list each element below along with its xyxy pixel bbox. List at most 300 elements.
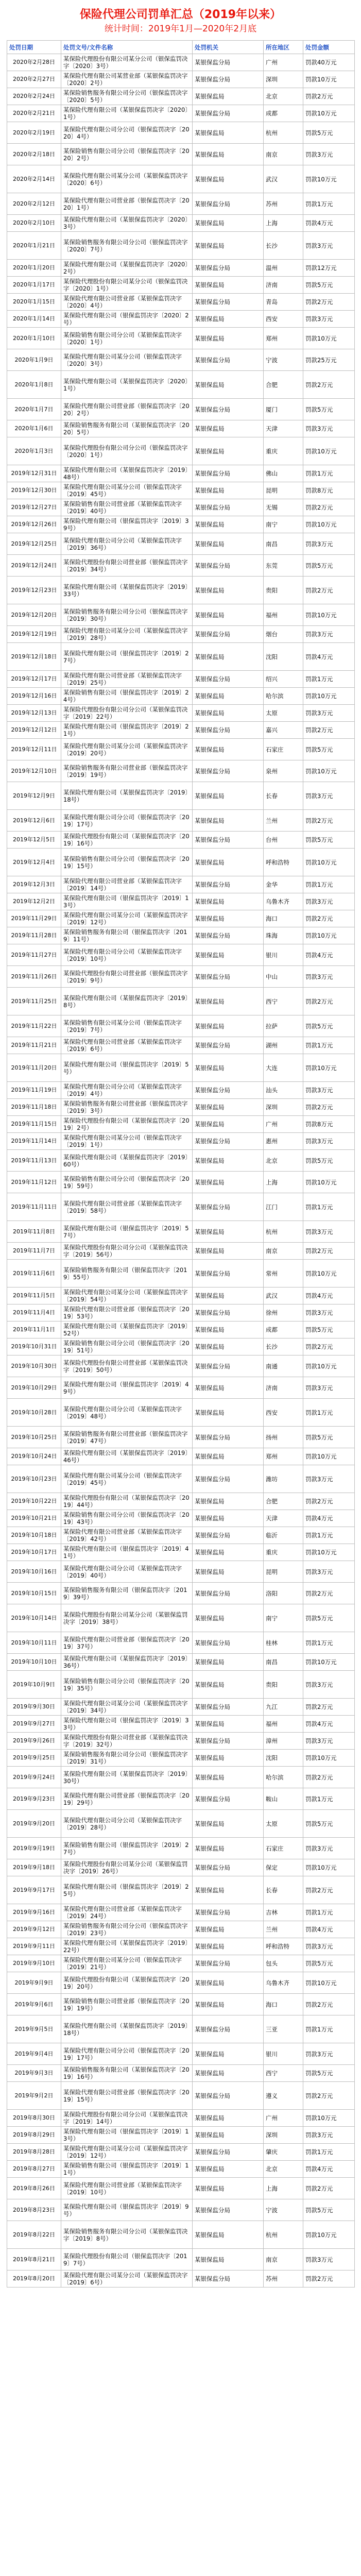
header-date: 处罚日期 [7, 41, 61, 54]
row-authority: 某银保监分局 [193, 399, 264, 420]
table-row [7, 1716, 355, 1733]
table-row [7, 1788, 355, 1810]
row-date: 2019年8月22日 [7, 2221, 61, 2249]
row-city: 乌鲁木齐 [264, 893, 303, 910]
row-fine: 罚款3万元 [303, 1082, 355, 1099]
row-date: 2019年11月20日 [7, 1054, 61, 1082]
row-date: 2019年9月6日 [7, 1994, 61, 2015]
row-authority: 某银保监分局 [193, 760, 264, 782]
row-authority: 某银保监分局 [193, 1465, 264, 1493]
row-city: 保定 [264, 1859, 303, 1876]
table-row [7, 1733, 355, 1750]
table-row [7, 643, 355, 671]
row-document: 某保险代理有限公司（银保监罚决字〔2019〕25号） [61, 1876, 193, 1904]
row-date: 2019年10月15日 [7, 1583, 61, 1604]
row-city: 宁波 [264, 2199, 303, 2221]
table-row [7, 1150, 355, 1172]
row-fine: 罚款2万元 [303, 988, 355, 1015]
row-authority: 某银保监局 [193, 739, 264, 760]
row-date: 2019年10月11日 [7, 1632, 61, 1654]
row-date: 2019年10月24日 [7, 1448, 61, 1465]
row-document: 某保险代理有限公司某分公司（某银保监罚决字〔2019〕20号） [61, 739, 193, 760]
row-city: 广州 [264, 1116, 303, 1133]
row-city: 上海 [264, 2178, 303, 2199]
row-date: 2019年11月21日 [7, 1037, 61, 1054]
row-city: 汕头 [264, 1082, 303, 1099]
row-date: 2019年10月31日 [7, 1338, 61, 1355]
row-document: 某保险销售服务有限公司营业部（银保监罚决字〔2019〕47号） [61, 1427, 193, 1448]
row-city: 遵义 [264, 2082, 303, 2110]
table-row [7, 1037, 355, 1054]
row-city: 西宁 [264, 2065, 303, 2082]
row-fine: 罚款5万元 [303, 739, 355, 760]
row-authority: 某银保监局 [193, 988, 264, 1015]
row-authority: 某银保监分局 [193, 1788, 264, 1810]
row-city: 合肥 [264, 1493, 303, 1510]
table-row [7, 1767, 355, 1788]
row-city: 南通 [264, 1355, 303, 1377]
row-city: 哈尔滨 [264, 688, 303, 705]
row-city: 东莞 [264, 555, 303, 577]
row-city: 青岛 [264, 294, 303, 311]
row-city: 长沙 [264, 1338, 303, 1355]
row-authority: 某银保监局 [193, 1604, 264, 1632]
table-row [7, 1133, 355, 1150]
row-city: 临沂 [264, 1527, 303, 1544]
table-row [7, 1938, 355, 1955]
row-authority: 某银保监分局 [193, 2270, 264, 2287]
row-document: 某保险代理有限公司（银保监罚决字〔2019〕13号） [61, 2127, 193, 2144]
table-row [7, 1904, 355, 1921]
row-document: 某保险代理有限公司分公司（某银保监罚决字〔2019〕4号） [61, 1082, 193, 1099]
row-authority: 某银保监局 [193, 371, 264, 399]
row-document: 某保险代理有限公司（银保监罚决字〔2019〕57号） [61, 1221, 193, 1243]
row-document: 某保险销售有限公司分公司（银保监罚决字〔2019〕15号） [61, 849, 193, 876]
row-document: 某保险代理有限公司某分公司（某银保监罚决字〔2019〕6号） [61, 2270, 193, 2287]
row-date: 2019年11月28日 [7, 927, 61, 944]
table-row [7, 604, 355, 626]
row-date: 2019年12月4日 [7, 849, 61, 876]
row-date: 2019年12月27日 [7, 499, 61, 516]
row-document: 某保险代理有限公司（某银保监罚决字〔2019〕8号） [61, 988, 193, 1015]
row-authority: 某银保监局 [193, 1116, 264, 1133]
table-row [7, 1527, 355, 1544]
row-document: 某保险代理有限公司（银保监罚决字〔2020〕2号） [61, 311, 193, 328]
row-city: 南宁 [264, 516, 303, 533]
row-authority: 某银保监局 [193, 1750, 264, 1767]
row-fine: 罚款4万元 [303, 944, 355, 966]
row-city: 烟台 [264, 626, 303, 643]
table-row [7, 122, 355, 144]
row-document: 某保险代理有限公司（某银保监罚决字〔2019〕48号） [61, 465, 193, 482]
row-authority: 某银保监局 [193, 810, 264, 832]
row-city: 贵阳 [264, 577, 303, 604]
row-document: 某保险代理股份有限公司营业部（银保监罚决字〔2019〕34号） [61, 555, 193, 577]
row-date: 2020年2月12日 [7, 193, 61, 215]
row-document: 某保险销售服务有限公司分公司（银保监罚决字〔2019〕23号） [61, 1921, 193, 1938]
row-document: 某保险代理有限公司分公司（银保监罚决字〔2020〕4号） [61, 122, 193, 144]
row-fine: 罚款2万元 [303, 499, 355, 516]
row-date: 2020年1月21日 [7, 232, 61, 260]
row-city: 鞍山 [264, 1788, 303, 1810]
header-city: 所在地区 [264, 41, 303, 54]
row-city: 太原 [264, 1810, 303, 1838]
row-city: 九江 [264, 1699, 303, 1716]
table-header-row [7, 41, 355, 54]
row-city: 苏州 [264, 2270, 303, 2287]
row-fine: 罚款1万元 [303, 1037, 355, 1054]
row-city: 西宁 [264, 988, 303, 1015]
row-fine: 罚款5万元 [303, 2199, 355, 2221]
row-city: 呼和浩特 [264, 1938, 303, 1955]
document-subtitle: 统计时间：2019年1月—2020年2月底 [104, 24, 257, 34]
row-city: 嘉兴 [264, 722, 303, 739]
row-fine: 罚款3万元 [303, 705, 355, 722]
row-document: 某保险销售有限公司（银保监罚决字〔2019〕11号） [61, 2161, 193, 2178]
row-fine: 罚款5万元 [303, 1427, 355, 1448]
row-fine: 罚款5万元 [303, 277, 355, 294]
document-title: 保险代理公司罚单汇总（2019年以来） [79, 8, 282, 21]
row-authority: 某银保监局 [193, 2161, 264, 2178]
row-fine: 罚款2万元 [303, 1699, 355, 1716]
row-authority: 某银保监分局 [193, 193, 264, 215]
row-fine: 罚款10万元 [303, 516, 355, 533]
row-date: 2020年1月15日 [7, 294, 61, 311]
row-fine: 罚款10万元 [303, 105, 355, 122]
row-fine: 罚款5万元 [303, 399, 355, 420]
title-block [7, 7, 354, 35]
row-city: 肇庆 [264, 2144, 303, 2161]
row-authority: 某银保监局 [193, 328, 264, 349]
row-document: 某保险销售服务有限公司分公司（某银保监罚决字〔2019〕8号） [61, 2221, 193, 2249]
row-city: 呼和浩特 [264, 849, 303, 876]
table-row [7, 2249, 355, 2270]
row-date: 2019年11月18日 [7, 1099, 61, 1116]
row-city: 南京 [264, 1243, 303, 1260]
row-fine: 罚款4万元 [303, 643, 355, 671]
row-document: 某保险销售服务有限公司分公司（银保监罚决字〔2019〕30号） [61, 604, 193, 626]
row-city: 郑州 [264, 328, 303, 349]
row-authority: 某银保监分局 [193, 927, 264, 944]
row-fine: 罚款5万元 [303, 1015, 355, 1037]
row-fine: 罚款1万元 [303, 1527, 355, 1544]
table-row [7, 420, 355, 437]
row-authority: 某银保监局 [193, 2110, 264, 2127]
row-document: 某保险代理有限公司某分公司（银保监罚决字〔2019〕45号） [61, 1465, 193, 1493]
row-document: 某保险代理股份有限公司（某银保监罚决字〔2019〕2号） [61, 1116, 193, 1133]
row-city: 深圳 [264, 71, 303, 88]
row-date: 2019年9月23日 [7, 1788, 61, 1810]
row-fine: 罚款2万元 [303, 810, 355, 832]
row-city: 漳州 [264, 1733, 303, 1750]
row-fine: 罚款12万元 [303, 260, 355, 277]
table-row [7, 2127, 355, 2144]
row-date: 2019年9月26日 [7, 1733, 61, 1750]
row-date: 2019年12月31日 [7, 465, 61, 482]
row-date: 2020年2月14日 [7, 165, 61, 193]
row-document: 某保险代理有限公司营业部（某银保监罚决字〔2019〕10号） [61, 2178, 193, 2199]
row-city: 珠海 [264, 927, 303, 944]
row-fine: 罚款5万元 [303, 555, 355, 577]
row-fine: 罚款3万元 [303, 2249, 355, 2270]
row-date: 2019年9月18日 [7, 1859, 61, 1876]
row-document: 某保险代理有限公司（某银保监罚决字〔2020〕2号） [61, 260, 193, 277]
row-city: 合肥 [264, 371, 303, 399]
row-date: 2019年10月9日 [7, 1671, 61, 1699]
row-city: 桂林 [264, 1632, 303, 1654]
row-document: 某保险销售服务有限公司（某银保监罚决字〔2020〕5号） [61, 420, 193, 437]
table-row [7, 944, 355, 966]
row-document: 某保险代理有限公司（银保监罚决字〔2019〕33号） [61, 1716, 193, 1733]
row-fine: 罚款10万元 [303, 1859, 355, 1876]
row-document: 某保险代理有限公司分公司（某银保监罚决字〔2019〕48号） [61, 1399, 193, 1427]
row-fine: 罚款3万元 [303, 232, 355, 260]
row-date: 2019年11月26日 [7, 966, 61, 988]
table-row [7, 437, 355, 465]
row-date: 2019年9月16日 [7, 1904, 61, 1921]
row-authority: 某银保监局 [193, 437, 264, 465]
row-document: 某保险代理有限公司某分公司（某银保监罚决字〔2019〕34号） [61, 1699, 193, 1716]
table-row [7, 671, 355, 688]
row-document: 某保险代理有限公司营业部（银保监罚决字〔2019〕15号） [61, 2082, 193, 2110]
row-authority: 某银保监局 [193, 1671, 264, 1699]
row-date: 2019年10月17日 [7, 1544, 61, 1561]
table-row [7, 2043, 355, 2065]
row-authority: 某银保监局 [193, 2221, 264, 2249]
row-fine: 罚款3万元 [303, 893, 355, 910]
row-fine: 罚款3万元 [303, 1938, 355, 1955]
row-document: 某保险销售服务有限公司分公司（银保监罚决字〔2020〕5号） [61, 88, 193, 105]
table-row [7, 1399, 355, 1427]
row-date: 2019年8月29日 [7, 2127, 61, 2144]
row-document: 某保险代理股份有限公司营业部（某银保监罚决字〔2019〕32号） [61, 1733, 193, 1750]
row-fine: 罚款10万元 [303, 604, 355, 626]
table-row [7, 966, 355, 988]
row-city: 拉萨 [264, 1015, 303, 1037]
row-document: 某保险销售有限公司分公司（银保监罚决字〔2020〕2号） [61, 144, 193, 165]
row-date: 2019年9月19日 [7, 1838, 61, 1859]
table-row [7, 71, 355, 88]
row-fine: 罚款1万元 [303, 2144, 355, 2161]
table-row [7, 849, 355, 876]
table-row [7, 1465, 355, 1493]
row-date: 2019年9月25日 [7, 1750, 61, 1767]
row-authority: 某银保监局 [193, 2043, 264, 2065]
row-document: 某保险代理有限公司某分公司（某银保监罚决字〔2019〕28号） [61, 626, 193, 643]
row-date: 2019年11月25日 [7, 988, 61, 1015]
row-fine: 罚款3万元 [303, 2127, 355, 2144]
table-row [7, 328, 355, 349]
row-authority: 某银保监分局 [193, 966, 264, 988]
row-date: 2019年10月30日 [7, 1355, 61, 1377]
row-date: 2019年9月5日 [7, 2015, 61, 2043]
row-city: 成都 [264, 105, 303, 122]
row-fine: 罚款3万元 [303, 1221, 355, 1243]
table-row [7, 1604, 355, 1632]
row-fine: 罚款5万元 [303, 2065, 355, 2082]
row-authority: 某银保监分局 [193, 2199, 264, 2221]
row-authority: 某银保监局 [193, 1099, 264, 1116]
row-fine: 罚款3万元 [303, 1465, 355, 1493]
table-row [7, 1355, 355, 1377]
row-fine: 罚款1万元 [303, 1193, 355, 1221]
row-authority: 某银保监局 [193, 1838, 264, 1859]
table-row [7, 1561, 355, 1583]
row-date: 2019年11月19日 [7, 1082, 61, 1099]
table-row [7, 499, 355, 516]
row-fine: 罚款3万元 [303, 2043, 355, 2065]
row-authority: 某银保监分局 [193, 1583, 264, 1604]
row-fine: 罚款2万元 [303, 577, 355, 604]
table-row [7, 1054, 355, 1082]
row-fine: 罚款2万元 [303, 1338, 355, 1355]
header-org: 处罚机关 [193, 41, 264, 54]
table-row [7, 399, 355, 420]
row-city: 潍坊 [264, 1465, 303, 1493]
row-document: 某保险代理有限公司（某银保监罚决字〔2019〕30号） [61, 1767, 193, 1788]
row-city: 南京 [264, 144, 303, 165]
row-city: 南京 [264, 2249, 303, 2270]
row-authority: 某银保监分局 [193, 260, 264, 277]
row-city: 广州 [264, 2110, 303, 2127]
row-date: 2019年9月27日 [7, 1716, 61, 1733]
row-city: 绍兴 [264, 671, 303, 688]
table-row [7, 1750, 355, 1767]
row-authority: 某银保监分局 [193, 499, 264, 516]
table-row [7, 555, 355, 577]
row-date: 2019年12月9日 [7, 782, 61, 810]
row-authority: 某银保监分局 [193, 1955, 264, 1972]
row-authority: 某银保监局 [193, 1054, 264, 1082]
row-document: 某保险代理有限公司营业部（银保监罚决字〔2019〕29号） [61, 1788, 193, 1810]
row-authority: 某银保监分局 [193, 1699, 264, 1716]
row-city: 深圳 [264, 2127, 303, 2144]
row-fine: 罚款2万元 [303, 2270, 355, 2287]
table-row [7, 482, 355, 499]
row-document: 某保险代理股份有限公司（某银保监罚决字〔2019〕20号） [61, 1972, 193, 1994]
row-authority: 某银保监分局 [193, 1260, 264, 1287]
row-date: 2019年12月30日 [7, 482, 61, 499]
row-authority: 某银保监分局 [193, 2015, 264, 2043]
row-date: 2019年10月23日 [7, 1465, 61, 1493]
row-authority: 某银保监局 [193, 2249, 264, 2270]
row-city: 成都 [264, 1321, 303, 1338]
row-fine: 罚款1万元 [303, 876, 355, 893]
row-document: 某保险代理有限公司某分公司（某银保监罚决字〔2019〕54号） [61, 1287, 193, 1304]
table-row [7, 1493, 355, 1510]
table-row [7, 1015, 355, 1037]
row-authority: 某银保监局 [193, 1221, 264, 1243]
table-row [7, 1955, 355, 1972]
row-date: 2020年1月9日 [7, 349, 61, 371]
row-date: 2019年10月10日 [7, 1654, 61, 1671]
row-document: 某保险代理股份有限公司某分公司（某银保监罚决字〔2019〕38号） [61, 1604, 193, 1632]
row-date: 2020年2月24日 [7, 88, 61, 105]
table-row [7, 1448, 355, 1465]
row-fine: 罚款1万元 [303, 1399, 355, 1427]
row-fine: 罚款10万元 [303, 1054, 355, 1082]
row-document: 某保险代理股份有限公司分公司（某银保监罚决字〔2019〕56号） [61, 1243, 193, 1260]
row-authority: 某银保监分局 [193, 1082, 264, 1099]
row-date: 2019年12月18日 [7, 643, 61, 671]
row-date: 2019年12月24日 [7, 555, 61, 577]
row-authority: 某银保监局 [193, 893, 264, 910]
row-city: 湖州 [264, 1037, 303, 1054]
row-date: 2019年11月6日 [7, 1260, 61, 1287]
row-fine: 罚款3万元 [303, 1133, 355, 1150]
row-city: 洛阳 [264, 1583, 303, 1604]
row-date: 2019年8月27日 [7, 2161, 61, 2178]
row-document: 某保险代理有限公司（银保监罚决字〔2019〕49号） [61, 1377, 193, 1399]
row-authority: 某银保监局 [193, 1716, 264, 1733]
row-date: 2019年11月11日 [7, 1193, 61, 1221]
row-fine: 罚款2万元 [303, 1099, 355, 1116]
row-fine: 罚款10万元 [303, 1750, 355, 1767]
row-city: 惠州 [264, 1133, 303, 1150]
row-fine: 罚款10万元 [303, 2110, 355, 2127]
row-date: 2019年9月17日 [7, 1876, 61, 1904]
table-row [7, 1427, 355, 1448]
row-city: 济南 [264, 1377, 303, 1399]
row-fine: 罚款8万元 [303, 482, 355, 499]
row-authority: 某银保监分局 [193, 2082, 264, 2110]
table-row [7, 371, 355, 399]
row-city: 海口 [264, 1994, 303, 2015]
row-authority: 某银保监分局 [193, 105, 264, 122]
row-authority: 某银保监局 [193, 1399, 264, 1427]
row-document: 某保险销售有限公司营业部（银保监罚决字〔2019〕19号） [61, 1994, 193, 2015]
row-date: 2019年12月23日 [7, 577, 61, 604]
row-authority: 某银保监局 [193, 215, 264, 232]
row-document: 某保险代理有限公司营业部（某银保监罚决字〔2019〕42号） [61, 1527, 193, 1544]
row-authority: 某银保监分局 [193, 671, 264, 688]
row-date: 2020年2月18日 [7, 144, 61, 165]
row-city: 银川 [264, 944, 303, 966]
row-date: 2019年9月20日 [7, 1810, 61, 1838]
table-row [7, 1377, 355, 1399]
row-date: 2020年1月10日 [7, 328, 61, 349]
row-authority: 某银保监局 [193, 2065, 264, 2082]
table-row [7, 1304, 355, 1321]
row-date: 2019年11月4日 [7, 1304, 61, 1321]
row-city: 温州 [264, 260, 303, 277]
row-fine: 罚款4万元 [303, 215, 355, 232]
row-document: 某保险代理有限公司营业部（银保监罚决字〔2019〕53号） [61, 1304, 193, 1321]
row-fine: 罚款3万元 [303, 966, 355, 988]
row-document: 某保险代理有限公司某营业部（某银保监罚决字〔2020〕2号） [61, 71, 193, 88]
row-fine: 罚款3万元 [303, 420, 355, 437]
row-authority: 某银保监分局 [193, 1037, 264, 1054]
row-document: 某保险代理有限公司分公司（某银保监罚决字〔2019〕10号） [61, 944, 193, 966]
row-city: 吉林 [264, 1904, 303, 1921]
row-document: 某保险代理股份有限公司分公司（某银保监罚决字〔2019〕14号） [61, 2110, 193, 2127]
row-authority: 某银保监局 [193, 1448, 264, 1465]
table-row [7, 54, 355, 71]
row-authority: 某银保监分局 [193, 1632, 264, 1654]
row-fine: 罚款2万元 [303, 2082, 355, 2110]
row-document: 某保险代理有限公司营业部（某银保监罚决字〔2019〕58号） [61, 1193, 193, 1221]
row-document: 某保险销售服务有限公司（某银保监罚决字〔2019〕16号） [61, 2065, 193, 2082]
row-date: 2019年12月16日 [7, 688, 61, 705]
row-document: 某保险代理有限公司（某银保监罚决字〔2020〕1号） [61, 105, 193, 122]
row-authority: 某银保监局 [193, 1510, 264, 1527]
row-document: 某保险代理有限公司营业部（银保监罚决字〔2019〕37号） [61, 1632, 193, 1654]
row-authority: 某银保监局 [193, 1654, 264, 1671]
table-row [7, 893, 355, 910]
row-city: 重庆 [264, 1544, 303, 1561]
row-document: 某保险代理有限公司（某银保监罚决字〔2019〕52号） [61, 1321, 193, 1338]
row-city: 常州 [264, 1260, 303, 1287]
